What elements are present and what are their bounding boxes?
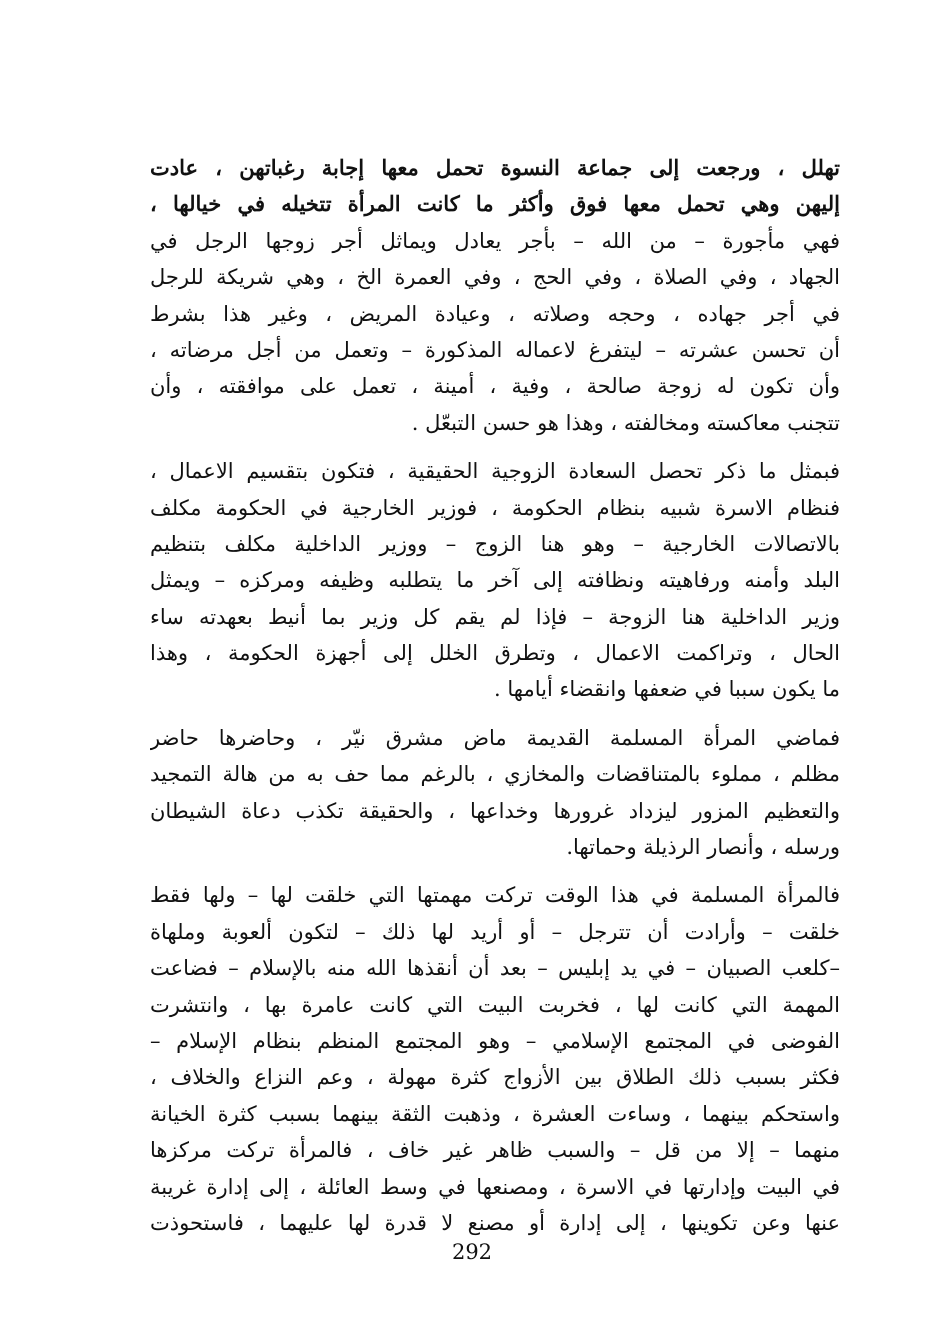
text-line: فنظام الاسرة شبيه بنظام الحكومة ، فوزير الخارجية في الحكومة مكلف <box>150 495 840 520</box>
text-line: الفوضى في المجتمع الإسلامي – وهو المجتمع المنظم بنظام الإسلام – <box>150 1028 840 1053</box>
paragraph-3 <box>150 720 840 866</box>
text-line: مظلم ، مملوء بالمتناقضات والمخازي ، بالرغم مما حف به من هالة التمجيد <box>150 762 840 787</box>
text-line: فكثر بسبب ذلك الطلاق بين الأزواج كثرة مهولة ، وعم النزاع والخلاف ، <box>150 1065 840 1090</box>
body-text <box>150 150 840 1241</box>
text-line: –كلعب الصبيان – في يد إبليس – بعد أن أنقذها الله منه بالإسلام – فضاعت <box>150 956 840 981</box>
text-line: أن تحسن عشرته – ليتفرغ لاعماله المذكورة – وتعمل من أجل مرضاته ، <box>150 337 840 362</box>
paragraph-2 <box>150 453 840 708</box>
page-number: 292 <box>451 1240 493 1264</box>
paragraph-gap <box>150 865 840 877</box>
text-line: وزير الداخلية هنا الزوجة – فإذا لم يقم كل وزير بما أنيط بعهدته ساء <box>150 604 840 629</box>
text-line: فهي مأجورة – من الله – بأجر يعادل ويماثل أجر زوجها الرجل في <box>150 228 840 253</box>
text-line: وأن تكون له زوجة صالحة ، وفية ، أمينة ، تعمل على موافقته ، وأن <box>150 374 840 399</box>
text-line: خلقت – وأرادت أن تترجل – أو أريد لها ذلك – لتكون ألعوبة وملهاة <box>150 919 840 944</box>
text-line: تتجنب معاكسته ومخالفته ، وهذا هو حسن التبعّل . <box>411 410 840 435</box>
paragraph-gap <box>150 441 840 453</box>
text-line: ما يكون سببا في ضعفها وانقضاء أيامها . <box>494 677 840 702</box>
text-line: الجهاد ، وفي الصلاة ، وفي الحج ، وفي العمرة الخ ، وهي شريكة للرجل <box>150 265 840 290</box>
text-line: بالاتصالات الخارجية – وهو هنا الزوج – ووزير الداخلية مكلف بتنظيم <box>150 531 840 556</box>
text-line: عنها وعن تكوينها ، إلى إدارة أو مصنع لا قدرة لها عليهما ، فاستحوذت <box>150 1210 840 1235</box>
text-line: الحال ، وتراكمت الاعمال ، وتطرق الخلل إلى أجهزة الحكومة ، وهذا <box>150 641 840 666</box>
text-line: والتعظيم المزور ليزداد غرورها وخداعها ، والحقيقة تكذب دعاة الشيطان <box>150 798 840 823</box>
text-line: البلد وأمنه ورفاهيته ونظافته إلى آخر ما يتطلبه وظيفه ومركزه – ويمثل <box>150 568 840 593</box>
text-line: فماضي المرأة المسلمة القديمة ماض مشرق نيّر ، وحاضرها حاضر <box>150 725 840 750</box>
paragraph-4 <box>150 877 840 1241</box>
paragraph-gap <box>150 708 840 720</box>
text-line: تهلل ، ورجعت إلى جماعة النسوة تحمل معها إجابة رغباتهن ، عادت <box>150 155 840 180</box>
paragraph-1 <box>150 150 840 441</box>
text-line: إليهن وهي تحمل معها فوق وأكثر ما كانت المرأة تتخيله في خيالها ، <box>150 191 840 217</box>
text-line: ورسله ، وأنصار الرذيلة وحماتها. <box>566 835 840 860</box>
text-line: المهمة التي كانت لها ، فخربت البيت التي كانت عامرة بها ، وانتشرت <box>150 992 840 1017</box>
text-line: في البيت وإدارتها في الاسرة ، ومصنعها في وسط العائلة ، إلى إدارة غريبة <box>150 1174 840 1199</box>
text-line: فالمرأة المسلمة في هذا الوقت تركت مهمتها التي خلقت لها – ولها فقط <box>150 883 840 908</box>
text-line: منهما – إلا من قل – والسبب ظاهر غير خاف ، فالمرأة تركت مركزها <box>150 1138 840 1163</box>
text-line: واستحكم بينهما ، وساءت العشرة ، وذهبت الثقة بينهما بسبب كثرة الخيانة <box>150 1101 840 1126</box>
text-line: في أجر جهاده ، وحجه وصلاته ، وعيادة المريض ، وغير هذا بشرط <box>150 301 840 326</box>
text-line: فبمثل ما ذكر تحصل السعادة الزوجية الحقيقية ، فتكون بتقسيم الاعمال ، <box>150 459 840 484</box>
